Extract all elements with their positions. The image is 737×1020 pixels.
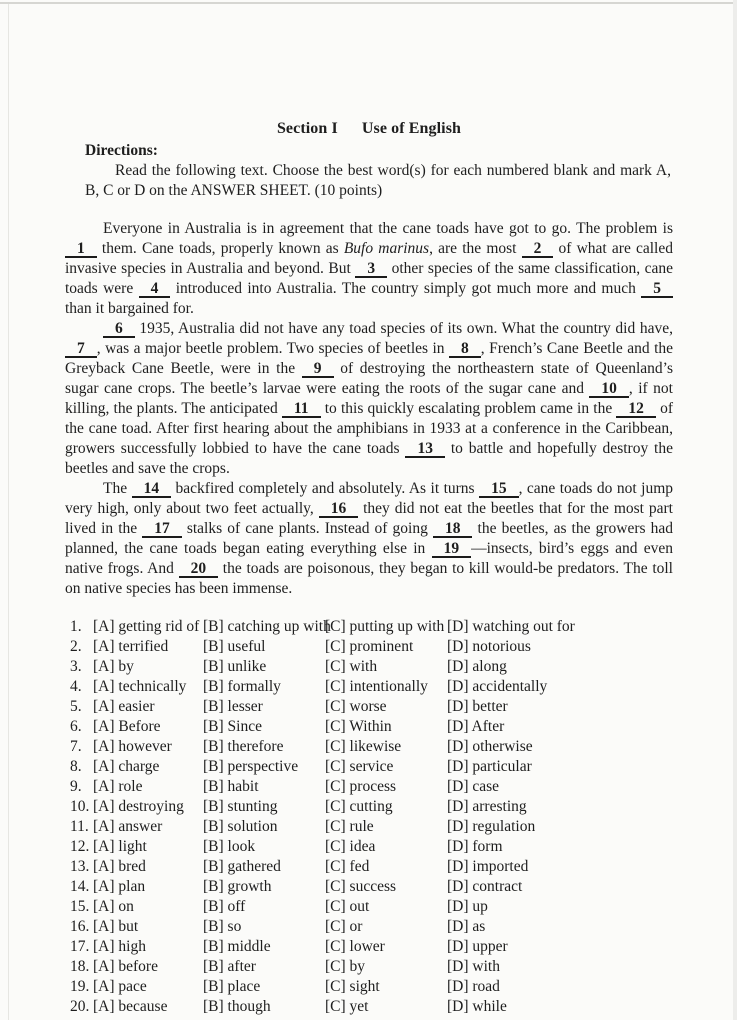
option-choice-d: [D] form bbox=[447, 838, 503, 855]
directions-text: Read the following text. Choose the best word(s) for each numbered blank and mark A, B, C or D on the ANSWER SHEET. (10 points) bbox=[85, 162, 671, 199]
option-row-20 bbox=[70, 997, 673, 1017]
page-content bbox=[65, 0, 673, 1017]
option-row-9 bbox=[70, 777, 673, 797]
option-row-5 bbox=[70, 697, 673, 717]
passage-text: , was a major beetle problem. Two species of beetles in bbox=[96, 340, 450, 357]
option-choice-c: [C] lower bbox=[325, 938, 385, 955]
option-choice-d: [D] better bbox=[447, 698, 508, 715]
option-row-19 bbox=[70, 977, 673, 997]
numbered-blank-12: 12 bbox=[616, 401, 656, 418]
numbered-blank-13: 13 bbox=[405, 441, 445, 458]
option-choice-c: [C] cutting bbox=[325, 798, 393, 815]
option-choice-b: [B] off bbox=[203, 898, 246, 915]
passage-text: , if not killing, the plants. The anticipated bbox=[65, 380, 673, 417]
numbered-blank-10: 10 bbox=[589, 381, 629, 398]
option-choice-c: [C] or bbox=[325, 918, 363, 935]
option-choice-c: [C] service bbox=[325, 758, 394, 775]
passage-text: , are the most bbox=[429, 240, 522, 257]
option-choice-a: [A] but bbox=[93, 918, 139, 935]
numbered-blank-20: 20 bbox=[179, 561, 219, 578]
option-choice-d: [D] arresting bbox=[447, 798, 527, 815]
option-choice-a: [A] bred bbox=[93, 858, 146, 875]
passage-text: to battle and hopefully destroy the beetles and save the crops. bbox=[65, 440, 673, 477]
option-number: 16. bbox=[70, 918, 90, 935]
option-choice-c: [C] Within bbox=[325, 718, 392, 735]
option-choice-b: [B] middle bbox=[203, 938, 271, 955]
option-choice-d: [D] contract bbox=[447, 878, 523, 895]
option-choice-a: [A] getting rid of bbox=[93, 618, 200, 635]
numbered-blank-17: 17 bbox=[142, 521, 182, 538]
option-choice-d: [D] case bbox=[447, 778, 500, 795]
option-choice-c: [C] out bbox=[325, 898, 370, 915]
option-choice-d: [D] watching out for bbox=[447, 618, 575, 635]
option-choice-d: [D] along bbox=[447, 658, 507, 675]
numbered-blank-6: 6 bbox=[103, 321, 135, 338]
option-row-3 bbox=[70, 657, 673, 677]
option-choice-c: [C] success bbox=[325, 878, 397, 895]
option-choice-d: [D] particular bbox=[447, 758, 532, 775]
option-number: 1. bbox=[70, 618, 82, 635]
numbered-blank-3: 3 bbox=[355, 261, 387, 278]
option-number: 5. bbox=[70, 698, 82, 715]
option-choice-b: [B] stunting bbox=[203, 798, 278, 815]
option-number: 2. bbox=[70, 638, 82, 655]
option-choice-d: [D] imported bbox=[447, 858, 529, 875]
passage-text: Everyone in Australia is in agreement that the cane toads have got to go. The problem is bbox=[103, 220, 673, 237]
option-choice-d: [D] as bbox=[447, 918, 486, 935]
option-row-18 bbox=[70, 957, 673, 977]
option-choice-c: [C] putting up with bbox=[325, 618, 445, 635]
option-choice-b: [B] place bbox=[203, 978, 261, 995]
section-title-number: Section I bbox=[276, 120, 338, 137]
option-choice-b: [B] look bbox=[203, 838, 256, 855]
option-choice-a: [A] because bbox=[93, 998, 168, 1015]
numbered-blank-8: 8 bbox=[449, 341, 481, 358]
option-choice-a: [A] charge bbox=[93, 758, 160, 775]
passage-text: —insects, bird’s eggs and even native frogs. And bbox=[65, 540, 674, 577]
option-choice-d: [D] with bbox=[447, 958, 500, 975]
passage-text: introduced into Australia. The country simply got much more and much bbox=[170, 280, 642, 297]
option-number: 12. bbox=[70, 838, 90, 855]
option-row-10 bbox=[70, 797, 673, 817]
option-choice-a: [A] Before bbox=[93, 718, 161, 735]
option-number: 20. bbox=[70, 998, 90, 1015]
numbered-blank-1: 1 bbox=[65, 241, 97, 258]
option-choice-d: [D] otherwise bbox=[447, 738, 533, 755]
option-choice-a: [A] answer bbox=[93, 818, 163, 835]
option-choice-c: [C] worse bbox=[325, 698, 387, 715]
section-title-name: Use of English bbox=[361, 120, 462, 137]
option-row-16 bbox=[70, 917, 673, 937]
passage-text: other species of the same classification, cane toads were bbox=[65, 260, 673, 297]
option-number: 13. bbox=[70, 858, 90, 875]
option-number: 10. bbox=[70, 798, 90, 815]
option-choice-b: [B] therefore bbox=[203, 738, 284, 755]
directions-heading: Directions: bbox=[85, 142, 158, 159]
passage-text: to this quickly escalating problem came in the bbox=[320, 400, 617, 417]
option-choice-a: [A] however bbox=[93, 738, 172, 755]
passage-text: The bbox=[103, 480, 132, 497]
option-choice-d: [D] regulation bbox=[447, 818, 536, 835]
option-choice-b: [B] gathered bbox=[203, 858, 281, 875]
section-title bbox=[65, 119, 673, 139]
option-row-6 bbox=[70, 717, 673, 737]
option-number: 8. bbox=[70, 758, 82, 775]
option-row-13 bbox=[70, 857, 673, 877]
page-edge-right bbox=[733, 0, 737, 1020]
numbered-blank-9: 9 bbox=[302, 361, 334, 378]
option-choice-b: [B] habit bbox=[203, 778, 259, 795]
option-choice-a: [A] before bbox=[93, 958, 158, 975]
option-choice-c: [C] idea bbox=[325, 838, 376, 855]
option-choice-b: [B] after bbox=[203, 958, 256, 975]
option-number: 19. bbox=[70, 978, 90, 995]
option-choice-c: [C] yet bbox=[325, 998, 369, 1015]
option-row-11 bbox=[70, 817, 673, 837]
option-choice-d: [D] notorious bbox=[447, 638, 531, 655]
option-choice-d: [D] After bbox=[447, 718, 505, 735]
option-number: 3. bbox=[70, 658, 82, 675]
option-choice-a: [A] role bbox=[93, 778, 143, 795]
numbered-blank-19: 19 bbox=[432, 541, 472, 558]
option-choice-c: [C] likewise bbox=[325, 738, 402, 755]
option-choice-b: [B] solution bbox=[203, 818, 278, 835]
passage-text: of the cane toad. After first hearing about the amphibians in 1933 at a conference in the Caribbean, growers successfully lobbied to have the cane toads bbox=[65, 400, 673, 457]
option-row-4 bbox=[70, 677, 673, 697]
passage-text: them. Cane toads, properly known as bbox=[96, 240, 344, 257]
option-choice-b: [B] perspective bbox=[203, 758, 299, 775]
numbered-blank-11: 11 bbox=[282, 401, 321, 418]
option-choice-c: [C] prominent bbox=[325, 638, 414, 655]
options-list bbox=[70, 617, 673, 1017]
option-row-17 bbox=[70, 937, 673, 957]
option-choice-c: [C] fed bbox=[325, 858, 370, 875]
passage-text: the toads are poisonous, they began to kill would-be predators. The toll on native species has been immense. bbox=[65, 560, 673, 597]
option-choice-a: [A] technically bbox=[93, 678, 187, 695]
option-choice-b: [B] Since bbox=[203, 718, 262, 735]
option-choice-a: [A] pace bbox=[93, 978, 147, 995]
option-choice-b: [B] lesser bbox=[203, 698, 263, 715]
option-number: 4. bbox=[70, 678, 82, 695]
option-row-15 bbox=[70, 897, 673, 917]
passage-text: , cane toads do not jump very high, only about two feet actually, bbox=[65, 480, 674, 517]
option-choice-c: [C] with bbox=[325, 658, 378, 675]
option-choice-b: [B] catching up with bbox=[203, 618, 331, 635]
option-choice-c: [C] intentionally bbox=[325, 678, 428, 695]
option-choice-c: [C] by bbox=[325, 958, 366, 975]
numbered-blank-15: 15 bbox=[479, 481, 519, 498]
numbered-blank-4: 4 bbox=[139, 281, 171, 298]
option-choice-d: [D] while bbox=[447, 998, 507, 1015]
option-number: 14. bbox=[70, 878, 90, 895]
option-row-7 bbox=[70, 737, 673, 757]
option-choice-d: [D] up bbox=[447, 898, 488, 915]
option-choice-b: [B] so bbox=[203, 918, 242, 935]
option-choice-c: [C] rule bbox=[325, 818, 374, 835]
option-choice-a: [A] easier bbox=[93, 698, 155, 715]
option-choice-a: [A] terrified bbox=[93, 638, 169, 655]
option-number: 11. bbox=[70, 818, 89, 835]
option-row-14 bbox=[70, 877, 673, 897]
option-choice-b: [B] useful bbox=[203, 638, 266, 655]
option-number: 17. bbox=[70, 938, 90, 955]
numbered-blank-2: 2 bbox=[522, 241, 554, 258]
option-choice-d: [D] accidentally bbox=[447, 678, 548, 695]
option-choice-d: [D] road bbox=[447, 978, 500, 995]
option-row-8 bbox=[70, 757, 673, 777]
option-row-1 bbox=[70, 617, 673, 637]
passage-text: , French’s Cane Beetle and the Greyback Cane Beetle, were in the bbox=[65, 340, 674, 377]
cloze-passage bbox=[65, 219, 673, 599]
page-edge-left bbox=[8, 4, 9, 1020]
option-choice-c: [C] process bbox=[325, 778, 397, 795]
numbered-blank-16: 16 bbox=[319, 501, 359, 518]
option-number: 18. bbox=[70, 958, 90, 975]
option-choice-b: [B] formally bbox=[203, 678, 281, 695]
option-choice-a: [A] high bbox=[93, 938, 146, 955]
passage-text: than it bargained for. bbox=[65, 300, 194, 317]
passage-text: backfired completely and absolutely. As it turns bbox=[171, 480, 480, 497]
option-choice-a: [A] light bbox=[93, 838, 147, 855]
passage-text: 1935, Australia did not have any toad species of its own. What the country did have, bbox=[134, 320, 673, 337]
option-choice-a: [A] plan bbox=[93, 878, 146, 895]
option-number: 9. bbox=[70, 778, 82, 795]
passage-paragraph-3 bbox=[65, 479, 673, 599]
numbered-blank-7: 7 bbox=[65, 341, 97, 358]
option-row-2 bbox=[70, 637, 673, 657]
passage-text: of what are called invasive species in Australia and beyond. But bbox=[65, 240, 673, 277]
option-choice-a: [A] destroying bbox=[93, 798, 184, 815]
option-choice-a: [A] by bbox=[93, 658, 134, 675]
passage-text: they did not eat the beetles that for the most part lived in the bbox=[65, 500, 673, 537]
numbered-blank-14: 14 bbox=[132, 481, 172, 498]
option-number: 6. bbox=[70, 718, 82, 735]
option-choice-a: [A] on bbox=[93, 898, 134, 915]
option-choice-b: [B] growth bbox=[203, 878, 272, 895]
option-choice-c: [C] sight bbox=[325, 978, 380, 995]
passage-text: the beetles, as the growers had planned, the cane toads began eating everything else in bbox=[65, 520, 673, 557]
option-number: 15. bbox=[70, 898, 90, 915]
option-choice-d: [D] upper bbox=[447, 938, 508, 955]
option-choice-b: [B] unlike bbox=[203, 658, 267, 675]
option-number: 7. bbox=[70, 738, 82, 755]
passage-paragraph-1 bbox=[65, 219, 673, 319]
passage-text: of destroying the northeastern state of Queenland’s sugar cane crops. The beetle’s larvae were eating the roots of the sugar cane and bbox=[65, 360, 674, 397]
option-choice-b: [B] though bbox=[203, 998, 271, 1015]
passage-paragraph-2 bbox=[65, 319, 673, 479]
numbered-blank-18: 18 bbox=[433, 521, 473, 538]
passage-text: stalks of cane plants. Instead of going bbox=[181, 520, 433, 537]
italic-species-name: Bufo marinus bbox=[343, 240, 430, 257]
numbered-blank-5: 5 bbox=[641, 281, 673, 298]
option-row-12 bbox=[70, 837, 673, 857]
